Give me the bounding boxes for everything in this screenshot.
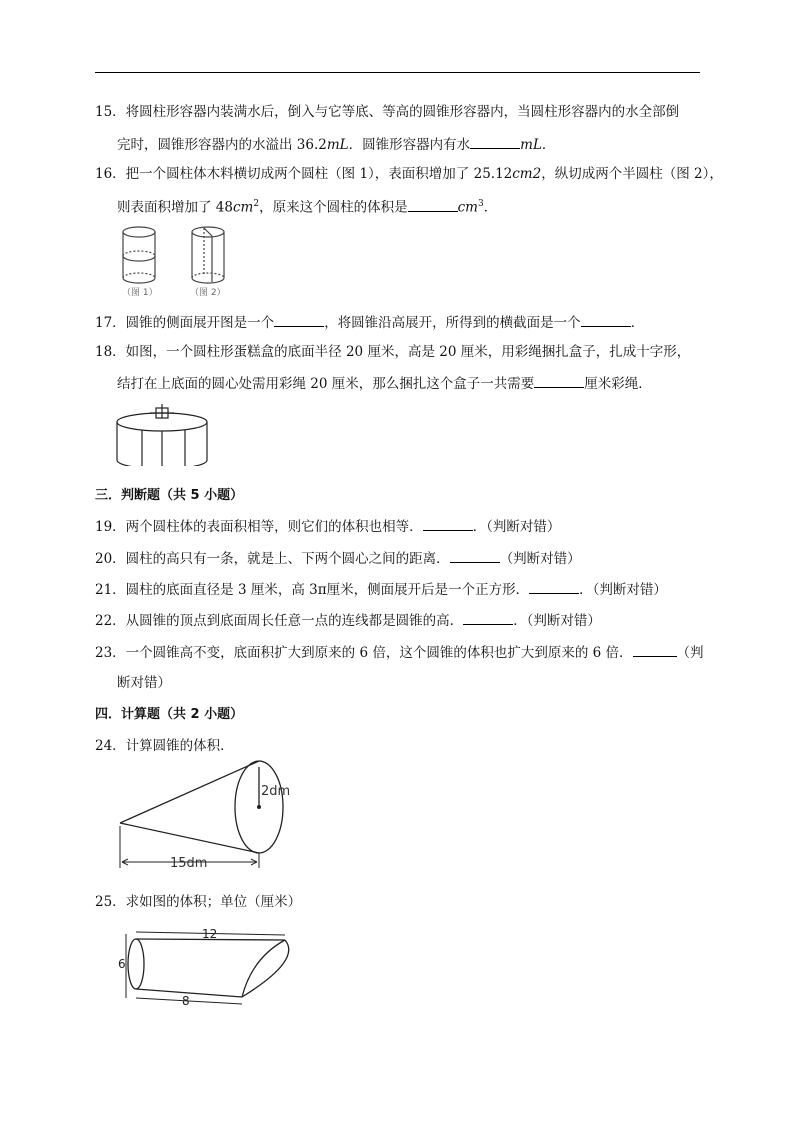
answer-blank[interactable] [463, 610, 513, 625]
q23-line1: 23．一个圆锥高不变，底面积扩大到原来的 6 倍，这个圆锥的体积也扩大到原来的 6 倍． （判 [95, 642, 704, 663]
section3-heading: 三．判断题（共 5 小题） [95, 488, 244, 503]
answer-blank[interactable] [534, 373, 584, 388]
cone-figure [112, 760, 302, 878]
q16-line1: 16．把一个圆柱体木料横切成两个圆柱（图 1），表面积增加了 25.12cm2，纵切成两个半圆柱（图 2）， [95, 166, 723, 182]
cylinder-fig1 [123, 227, 155, 283]
q15-line2: 完时，圆锥形容器内的水溢出 36.2mL．圆锥形容器内有水 mL． [117, 134, 555, 155]
answer-blank[interactable] [423, 516, 473, 531]
q16-figures [112, 220, 242, 298]
answer-blank[interactable] [274, 312, 324, 327]
q24-text: 24．计算圆锥的体积． [95, 738, 234, 754]
cake-box-figure [112, 402, 212, 466]
q25-text: 25．求如图的体积；单位（厘米） [95, 894, 302, 910]
q17-line: 17．圆锥的侧面展开图是一个 ，将圆锥沿高展开，所得到的横截面是一个 ． [95, 312, 644, 333]
answer-blank[interactable] [470, 134, 520, 149]
cylinder-fig2 [192, 227, 224, 283]
q16-line2: 则表面积增加了 $48cm^2$，原来这个圆柱的体积是 $cm^3$． [117, 194, 497, 218]
answer-blank[interactable] [633, 642, 677, 657]
q20-line: 20．圆柱的高只有一条，就是上、下两个圆心之间的距离． （判断对错） [95, 548, 581, 569]
q23-line2: 断对错） [117, 675, 171, 691]
q18-line1: 18．如图，一个圆柱形蛋糕盒的底面半径 20 厘米，高是 20 厘米，用彩绳捆扎盒子，扎成十字形， [95, 344, 691, 360]
q15-line1: 15．将圆柱形容器内装满水后，倒入与它等底、等高的圆锥形容器内，当圆柱形容器内的水全部倒 [95, 104, 680, 120]
answer-blank[interactable] [450, 548, 500, 563]
q18-line2: 结打在上底面的圆心处需用彩绳 20 厘米，那么捆扎这个盒子一共需要 厘米彩绳． [117, 373, 652, 394]
section4-heading: 四．计算题（共 2 小题） [95, 707, 244, 722]
q21-line: 21．圆柱的底面直径是 3 厘米，高 3π厘米，侧面展开后是一个正方形． ．（判断对错） [95, 579, 667, 600]
fig2-caption: （图 2） [190, 288, 226, 298]
fig1-caption: （图 1） [122, 288, 158, 298]
top-length-label: 12 [202, 927, 218, 941]
answer-blank[interactable] [408, 197, 458, 212]
length-label: 15dm [170, 856, 208, 871]
q22-line: 22．从圆锥的顶点到底面周长任意一点的连线都是圆锥的高． ．（判断对错） [95, 610, 601, 631]
cut-cylinder-figure [112, 918, 302, 1018]
answer-blank[interactable] [529, 579, 579, 594]
height-label: 6 [118, 957, 126, 971]
header-rule [95, 72, 700, 73]
answer-blank[interactable] [581, 312, 631, 327]
q19-line: 19．两个圆柱体的表面积相等，则它们的体积也相等． ．（判断对错） [95, 516, 560, 537]
radius-label: 2dm [261, 784, 291, 799]
bottom-length-label: 8 [182, 994, 190, 1008]
